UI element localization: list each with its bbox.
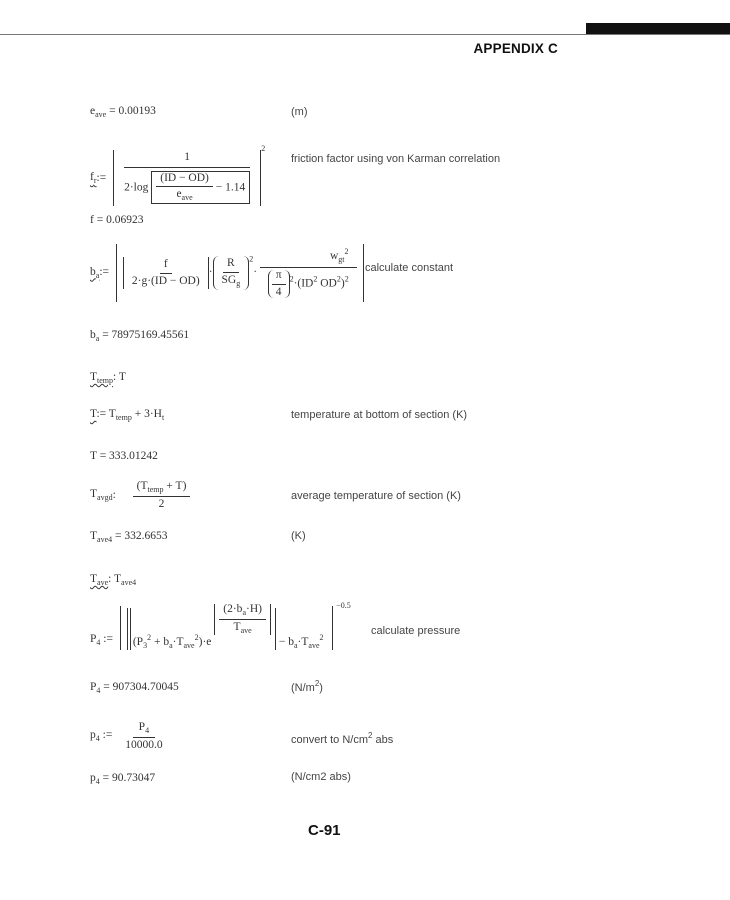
eq-b-value: $b_a = 78975169.45561$ <box>90 329 190 343</box>
eq-p4-convert: $p_4$ := $\frac{P_4}{10000.0}$ <box>90 721 163 751</box>
eq-tavg-assign: $T_{avgd}$: $\frac{(T_{temp} + T)}{2}$ <box>90 481 190 511</box>
eq-p4-value: $P_4 = 907304.70045$ <box>90 681 179 695</box>
note-K: (K) <box>291 530 306 542</box>
page-number: C-91 <box>308 822 341 839</box>
eq-f-value: f = 0.06923 <box>90 214 144 226</box>
note-constant: calculate constant <box>365 262 454 274</box>
eq-p4-final: $p_4 = 90.73047$ <box>90 772 156 786</box>
note-avg-temp: average temperature of section (K) <box>291 490 461 502</box>
eq-b-constant: $b_a:=$ $\frac{f}{2\cdot g\cdot(ID - OD)}$ · $\frac{R}{SG_g}$ $^2$· $w_{gt}^2$ $\frac{\pi}{4}$ $^2\cdot(ID^2$ $OD^2)^2$ <box>90 244 364 302</box>
note-pressure: calculate pressure <box>371 625 461 637</box>
eq-t-value: T = 333.01242 <box>90 450 158 462</box>
note-m: (m) <box>291 106 308 118</box>
eq-p4-pressure: $P_4$ := $(P_3^2 + b_a\cdot T_{ave}^2)\cdot e$ $\frac{(2\cdot b_a\cdot H)}{T_{ave}}$ − $b_a\cdot T_{ave}^2 -0.5$ <box>90 601 351 650</box>
eq-ttemp-assign: $T_{temp}$: T <box>90 371 126 385</box>
header-rule <box>0 34 730 35</box>
note-ncm2: (N/cm2 abs) <box>291 771 351 783</box>
note-temp-bottom: temperature at bottom of section (K) <box>291 409 468 421</box>
note-nm2: $(N/m^2)$ <box>291 679 323 694</box>
header-bar <box>586 23 730 34</box>
eq-friction-factor: $f_r:=$ 1 2·log $\frac{(ID - OD)}{e_{ave}}$ − 1.14 $^2$ <box>90 145 265 206</box>
eq-t-bottom: T:= $T_{temp} + 3\cdot H_t$ <box>90 408 165 422</box>
note-friction: friction factor using von Karman correlation <box>291 153 501 165</box>
eq-e-ave: $e_{ave} = 0.00193$ <box>90 105 156 119</box>
appendix-title: APPENDIX C <box>473 41 558 56</box>
eq-tave-assign: $T_{ave}$: $T_{ave4}$ <box>90 573 137 587</box>
eq-tave4-value: $T_{ave4} = 332.6653$ <box>90 530 168 544</box>
note-convert: convert to $N/cm^2$ abs <box>291 731 394 746</box>
